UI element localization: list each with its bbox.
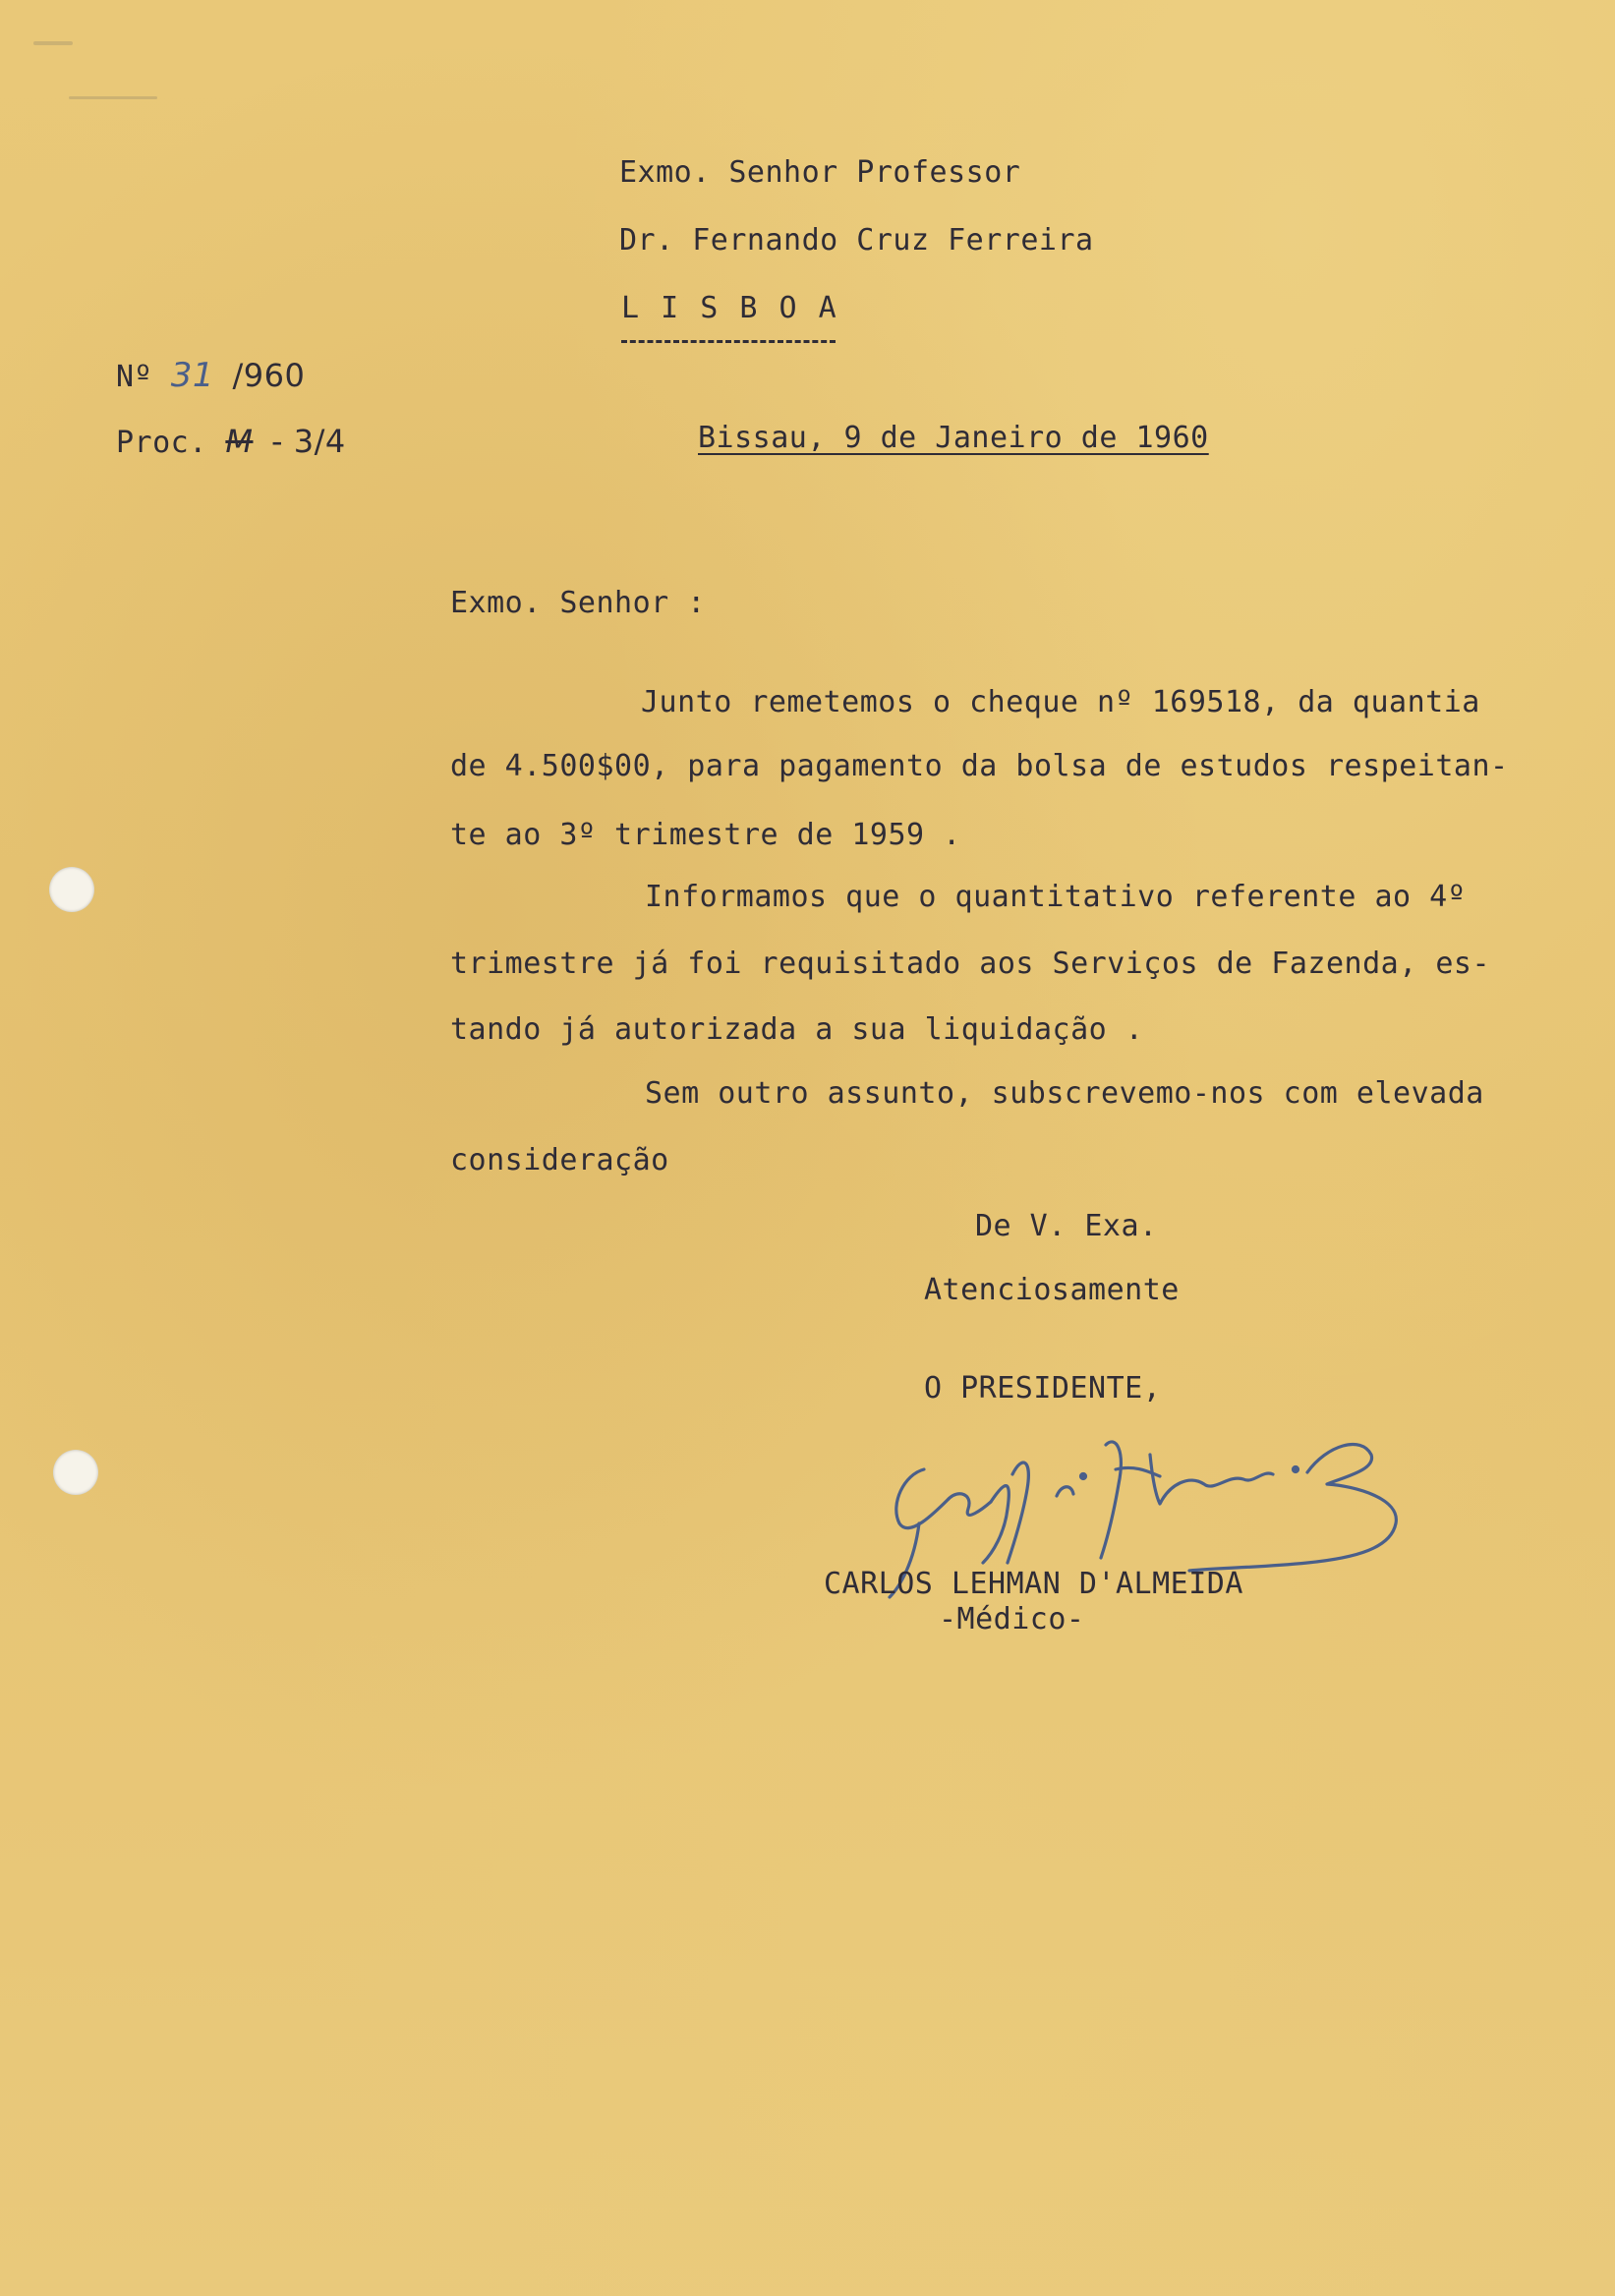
body-p3-line1: Sem outro assunto, subscrevemo-nos com elevada <box>645 1076 1484 1111</box>
closing-line-3: O PRESIDENTE, <box>924 1371 1162 1406</box>
punch-hole-top <box>49 867 94 912</box>
body-p1-line3: te ao 3º trimestre de 1959 . <box>450 818 961 852</box>
paper-mark <box>33 41 73 45</box>
process-value: - 3/4 <box>271 423 346 460</box>
reference-number-year: /960 <box>232 357 306 394</box>
salutation: Exmo. Senhor : <box>450 586 706 620</box>
body-p3-line2: consideração <box>450 1143 669 1177</box>
recipient-line-1: Exmo. Senhor Professor <box>619 155 1021 190</box>
closing-line-1: De V. Exa. <box>975 1209 1158 1243</box>
process-label: Proc. <box>116 426 207 460</box>
recipient-city-underline <box>621 340 836 343</box>
reference-number-label: Nº <box>116 360 153 394</box>
recipient-line-2: Dr. Fernando Cruz Ferreira <box>619 223 1094 258</box>
signatory-title: -Médico- <box>939 1602 1085 1636</box>
recipient-city: L I S B O A <box>621 291 838 325</box>
body-p1-line2: de 4.500$00, para pagamento da bolsa de estudos respeitan- <box>450 749 1509 783</box>
date-line: Bissau, 9 de Janeiro de 1960 <box>698 421 1209 455</box>
reference-number-handwritten: 31 <box>170 356 214 395</box>
body-p2-line3: tando já autorizada a sua liquidação . <box>450 1012 1144 1047</box>
closing-line-2: Atenciosamente <box>924 1273 1180 1307</box>
punch-hole-bottom <box>53 1450 98 1495</box>
process-reference <box>116 423 346 460</box>
process-handwritten: M <box>225 423 254 460</box>
body-p2-line2: trimestre já foi requisitado aos Serviços de Fazenda, es- <box>450 947 1491 981</box>
reference-number <box>116 356 305 395</box>
paper-mark <box>69 96 157 99</box>
body-p1-line1: Junto remetemos o cheque nº 169518, da quantia <box>641 685 1480 719</box>
signatory-name: CARLOS LEHMAN D'ALMEIDA <box>824 1567 1243 1601</box>
body-p2-line1: Informamos que o quantitativo referente ao 4º <box>645 880 1467 914</box>
